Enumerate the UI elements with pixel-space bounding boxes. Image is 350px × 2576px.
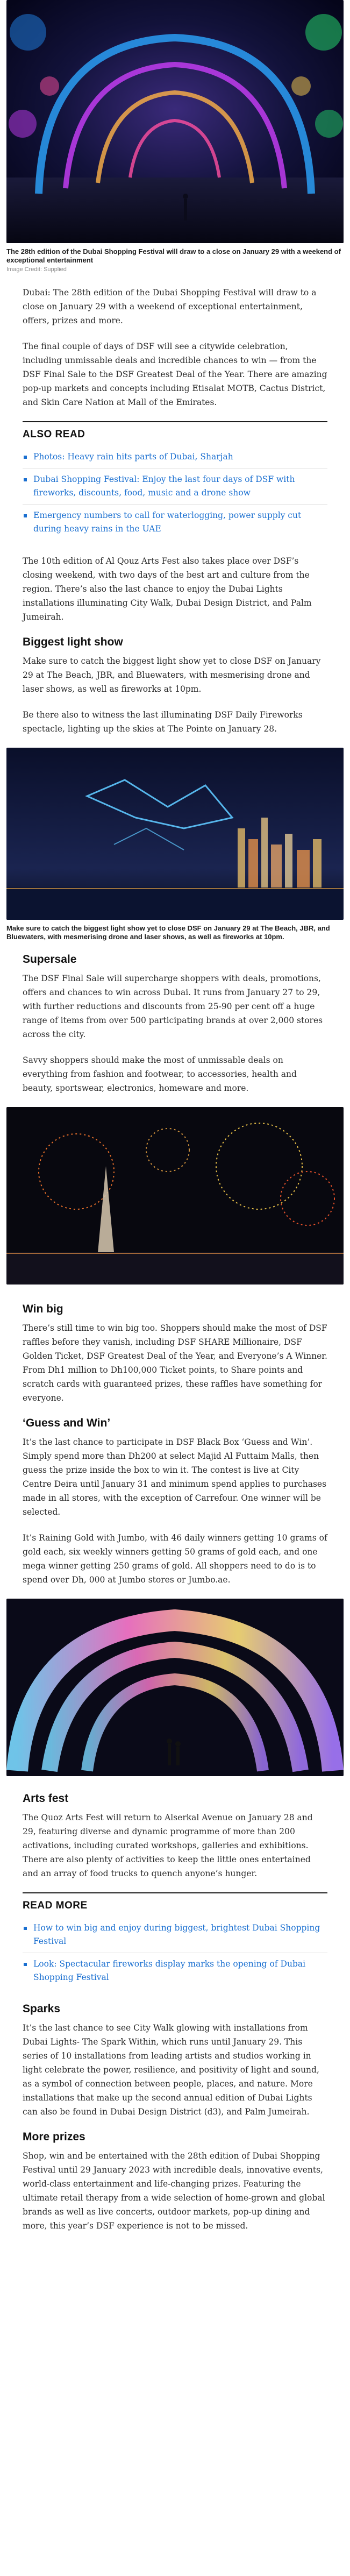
read-more-title: READ MORE	[23, 1900, 88, 1911]
fireworks-image	[6, 1107, 344, 1285]
heading-more-prizes: More prizes	[23, 2131, 85, 2143]
also-read-link[interactable]: Emergency numbers to call for waterlogging, power supply cut during heavy rains in the UAE	[33, 510, 302, 534]
paragraph-prizes-1: Shop, win and be entertained with the 28th edition of Dubai Shopping Festival until 29 January 2023 with incredible deals, innovative events, world-class entertainment and life-changing prizes. Featuring the ultimate retail therapy from a wide selection of home-grown and global brands as well as live concerts, outdoor markets, pop-up dining and more, this year’s DSF experience is not to be missed.	[23, 2151, 325, 2231]
paragraph-intro-1: Dubai: The 28th edition of the Dubai Shopping Festival will draw to a close on January 29 with a weekend of exceptional entertainment, offers, prizes and more.	[23, 288, 317, 325]
heading-win-big: Win big	[23, 1303, 63, 1315]
heading-sparks: Sparks	[23, 2003, 61, 2015]
paragraph-intro-2: The final couple of days of DSF will see a citywide celebration, including unmissable deals and incredible chances to win — from the DSF Final Sale to the DSF Greatest Deal of the Year. There are amazing pop-up markets and concepts including Etisalat MOTB, Cactus District, and Skin Care Nation at Mall of the Emirates.	[23, 342, 327, 407]
heading-light-show: Biggest light show	[23, 636, 123, 648]
paragraph-artsfest-1: The Quoz Arts Fest will return to Alserkal Avenue on January 28 and 29, featuring diverse and dynamic programme of more than 200 activations, including curated workshops, galleries and exhibitions. There are also plenty of activities to keep the little ones entertained and an array of food trucks to quench anyone’s hunger.	[23, 1813, 313, 1878]
also-read-item[interactable]	[23, 446, 327, 469]
read-more-link[interactable]: How to win big and enjoy during biggest, brightest Dubai Shopping Festival	[33, 1923, 320, 1946]
paragraph-win-1: There’s still time to win big too. Shoppers should make the most of DSF raffles before they vanish, including DSF SHARE Millionaire, DSF Golden Ticket, DSF Greatest Deal of the Year, and Everyone’s A Winner. From Dh1 million to Dh100,000 Ticket points, to Share points and scratch cards with guaranteed prizes, these raffles have something for everyone.	[23, 1323, 327, 1403]
also-read-link[interactable]: Photos: Heavy rain hits parts of Dubai, Sharjah	[33, 452, 233, 462]
bullet-icon	[24, 478, 27, 481]
hero-image-light-tunnel	[6, 0, 344, 243]
paragraph-light-1: Make sure to catch the biggest light show yet to close DSF on January 29 at The Beach, JBR, and Bluewaters, with mesmerising drone and laser shows, as well as fireworks at 10pm.	[23, 656, 321, 694]
paragraph-arts-1: The 10th edition of Al Qouz Arts Fest also takes place over DSF’s closing weekend, with two days of the best art and culture from the region. There’s also the last chance to enjoy the Dubai Lights installations illuminating City Walk, Dubai Design District, and Palm Jumeirah.	[23, 556, 312, 622]
read-more-box	[23, 1892, 327, 1989]
paragraph-supersale-2: Savvy shoppers should make the most of unmissable deals on everything from fashion and footwear, to accessories, health and beauty, sportswear, electronics, homeware and more.	[23, 1055, 297, 1093]
image-caption-1: The 28th edition of the Dubai Shopping Festival will draw to a close on January 29 with a weekend of exceptional entertainment	[6, 247, 341, 264]
bullet-icon	[24, 1927, 27, 1930]
also-read-box	[23, 421, 327, 540]
heading-supersale: Supersale	[23, 953, 77, 966]
paragraph-supersale-1: The DSF Final Sale will supercharge shoppers with deals, promotions, offers and chances to win across Dubai. It runs from January 27 to 29, with further reductions and discounts from 25-90 per cent off a huge range of items from over 500 participating brands at over 2,000 stores across the city.	[23, 974, 323, 1039]
heading-guess-and-win: ‘Guess and Win’	[23, 1417, 111, 1429]
heading-arts-fest: Arts fest	[23, 1792, 69, 1805]
drone-show-image	[6, 748, 344, 920]
also-read-item[interactable]	[23, 469, 327, 505]
paragraph-sparks-1: It’s the last chance to see City Walk glowing with installations from Dubai Lights- The Spark Within, which runs until January 29. This series of 10 installations from leading artists and studios working in light celebrate the power, resilience, and positivity of light and sound, as a symbol of connection between people, places, and nature. More installations that make up the second annual edition of Dubai Lights can also be found in Dubai Design District (d3), and Palm Jumeirah.	[23, 2023, 319, 2117]
paragraph-guess-1: It’s the last chance to participate in DSF Black Box ‘Guess and Win’. Simply spend more than Dh200 at select Majid Al Futtaim Malls, then guess the prize inside the box to win it. The contest is live at City Centre Deira until January 31 and minimum spend applies to purchases made in all stores, with the exception of Carrefour. One winner will be selected.	[23, 1437, 327, 1517]
read-more-link[interactable]: Look: Spectacular fireworks display marks the opening of Dubai Shopping Festival	[33, 1959, 306, 1982]
read-more-item[interactable]	[23, 1953, 327, 1989]
read-more-item[interactable]	[23, 1917, 327, 1953]
also-read-item[interactable]	[23, 505, 327, 540]
paragraph-light-2: Be there also to witness the last illuminating DSF Daily Fireworks spectacle, lighting up the skies at The Pointe on January 28.	[23, 710, 303, 734]
arches-installation-image	[6, 1599, 344, 1776]
paragraph-guess-2: It’s Raining Gold with Jumbo, with 46 daily winners getting 10 grams of gold each, six weekly winners getting 50 grams of gold each, and one mega winner getting 250 grams of gold. All shoppers need to do is to spend over Dh, 000 at Jumbo stores or Jumbo.ae.	[23, 1533, 327, 1585]
image-caption-2: Make sure to catch the biggest light show yet to close DSF on January 29 at The Beach, JBR, and Bluewaters, with mesmerising drone and laser shows, as well as fireworks at 10pm.	[6, 924, 330, 941]
bullet-icon	[24, 514, 27, 517]
image-credit-1: Image Credit: Supplied	[6, 266, 67, 273]
also-read-link[interactable]: Dubai Shopping Festival: Enjoy the last four days of DSF with fireworks, discounts, food, music and a drone show	[33, 474, 295, 498]
also-read-title: ALSO READ	[23, 429, 85, 440]
bullet-icon	[24, 456, 27, 459]
bullet-icon	[24, 1963, 27, 1966]
